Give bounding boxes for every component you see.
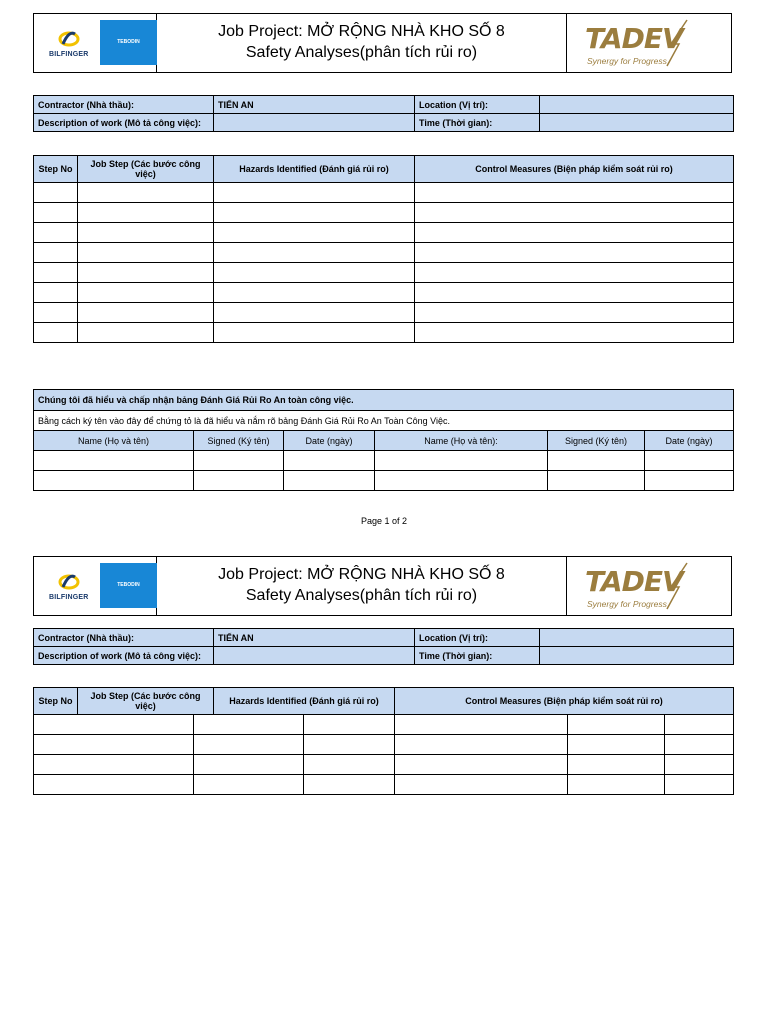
description-label: Description of work (Mô tả công việc): [34, 647, 214, 665]
col-name-2: Name (Họ và tên): [375, 431, 548, 451]
page-number: Page 1 of 2 [360, 516, 408, 526]
col-signed-1: Signed (Ký tên) [194, 431, 284, 451]
col-date-2: Date (ngày) [645, 431, 734, 451]
table-row [34, 223, 734, 243]
col-job-step: Job Step (Các bước công việc) [78, 688, 214, 715]
table-row [34, 283, 734, 303]
col-step-no: Step No [34, 156, 78, 183]
bilfinger-logo [34, 557, 157, 615]
document-title [157, 557, 566, 615]
location-label: Location (Vị trí): [415, 96, 540, 114]
bilfinger-emblem-icon [58, 28, 80, 48]
time-label: Time (Thời gian): [415, 647, 540, 665]
bilfinger-wordmark: BILFINGER [49, 594, 89, 601]
acknowledgement-table [33, 389, 734, 491]
time-value [540, 114, 734, 132]
tebodin-badge: TEBODIN [100, 20, 157, 65]
page1-steps-table [33, 155, 734, 343]
page1-info-table [33, 95, 734, 132]
page2-info-table [33, 628, 734, 665]
page2-header [33, 556, 732, 616]
table-row [34, 775, 734, 795]
description-value [214, 647, 415, 665]
bilfinger-wordmark: BILFINGER [49, 51, 89, 58]
tadev-wordmark: TADEV [585, 565, 683, 598]
tebodin-badge: TEBODIN [100, 563, 157, 608]
col-control-measures: Control Measures (Biện pháp kiểm soát rủi ro) [415, 156, 734, 183]
col-signed-2: Signed (Ký tên) [548, 431, 645, 451]
col-job-step: Job Step (Các bước công việc) [78, 156, 214, 183]
page2-steps-table [33, 687, 734, 795]
acknowledgement-heading: Chúng tôi đã hiểu và chấp nhận bảng Đánh Giá Rủi Ro An toàn công việc. [34, 390, 734, 411]
table-row [34, 183, 734, 203]
table-row [34, 243, 734, 263]
time-label: Time (Thời gian): [415, 114, 540, 132]
col-date-1: Date (ngày) [284, 431, 375, 451]
table-row [34, 715, 734, 735]
col-hazards: Hazards Identified (Đánh giá rủi ro) [214, 688, 395, 715]
title-line-1: Job Project: MỞ RỘNG NHÀ KHO SỐ 8 [218, 23, 505, 40]
tadev-tagline: Synergy for Progress [587, 599, 667, 609]
col-control-measures: Control Measures (Biện pháp kiểm soát rủi ro) [395, 688, 734, 715]
contractor-label: Contractor (Nhà thầu): [34, 629, 214, 647]
tadev-logo [566, 557, 731, 615]
description-label: Description of work (Mô tả công việc): [34, 114, 214, 132]
title-line-2: Safety Analyses(phân tích rủi ro) [245, 44, 478, 61]
tadev-wordmark: TADEV [585, 22, 683, 55]
col-hazards: Hazards Identified (Đánh giá rủi ro) [214, 156, 415, 183]
time-value [540, 647, 734, 665]
contractor-value: TIẾN AN [214, 96, 415, 114]
location-value [540, 629, 734, 647]
contractor-value: TIẾN AN [214, 629, 415, 647]
contractor-label: Contractor (Nhà thầu): [34, 96, 214, 114]
table-row [34, 323, 734, 343]
description-value [214, 114, 415, 132]
table-row [34, 263, 734, 283]
table-row [34, 303, 734, 323]
title-line-2: Safety Analyses(phân tích rủi ro) [245, 587, 478, 604]
document-title [157, 14, 566, 72]
table-row [34, 451, 734, 471]
col-step-no: Step No [34, 688, 78, 715]
title-line-1: Job Project: MỞ RỘNG NHÀ KHO SỐ 8 [218, 566, 505, 583]
acknowledgement-statement: Bằng cách ký tên vào đây để chứng tỏ là đã hiểu và nắm rõ bảng Đánh Giá Rủi Ro An Toàn Công Việc. [34, 411, 734, 431]
table-row [34, 471, 734, 491]
tadev-tagline: Synergy for Progress [587, 56, 667, 66]
location-value [540, 96, 734, 114]
page1-header [33, 13, 732, 73]
bilfinger-logo [34, 14, 157, 72]
bilfinger-emblem-icon [58, 571, 80, 591]
table-row [34, 203, 734, 223]
table-row [34, 755, 734, 775]
location-label: Location (Vị trí): [415, 629, 540, 647]
table-row [34, 735, 734, 755]
col-name-1: Name (Họ và tên) [34, 431, 194, 451]
tadev-logo [566, 14, 731, 72]
